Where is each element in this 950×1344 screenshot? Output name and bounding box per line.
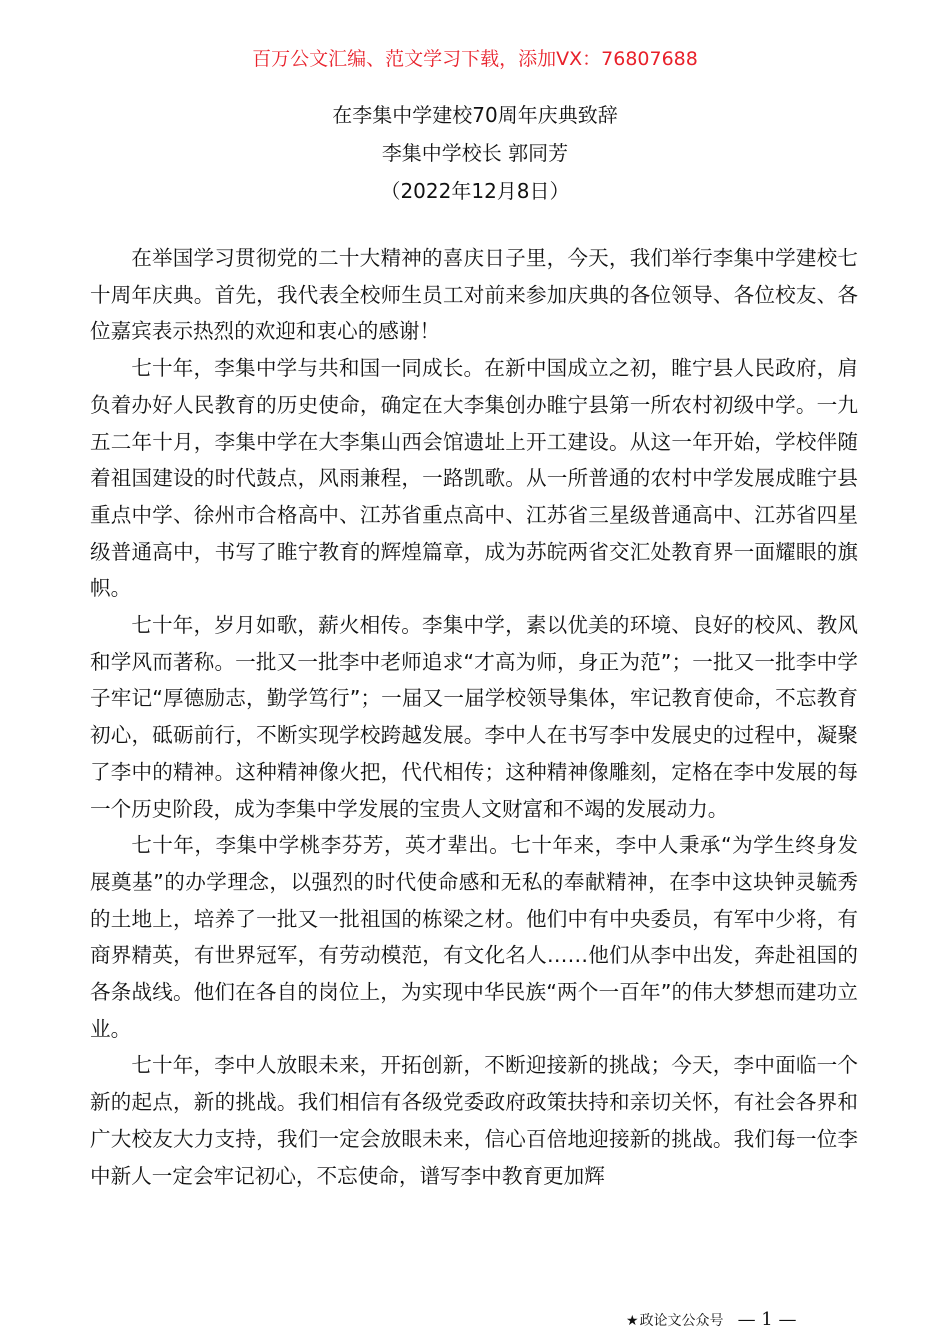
paragraph-1: 在举国学习贯彻党的二十大精神的喜庆日子里，今天，我们举行李集中学建校七十周年庆典。首先，我代表全校师生员工对前来参加庆典的各位领导、各位校友、各位嘉宾表示热烈的欢迎和衷心的感谢！ [90, 246, 858, 344]
page-number: — 1 — [737, 1309, 797, 1330]
document-title: 在李集中学建校70周年庆典致辞 [332, 103, 618, 127]
star-icon: ★ [626, 1313, 639, 1329]
document-body [90, 240, 858, 1194]
paragraph-3: 七十年，岁月如歌，薪火相传。李集中学，素以优美的环境、良好的校风、教风和学风而著称。一批又一批李中老师追求“才高为师，身正为范”；一批又一批李中学子牢记“厚德励志，勤学笃行”；一届又一届学校领导集体，牢记教育使命，不忘教育初心，砥砺前行，不断实现学校跨越发展。李中人在书写李中发展史的过程中，凝聚了李中的精神。这种精神像火把，代代相传；这种精神像雕刻，定格在李中发展的每一个历史阶段，成为李集中学发展的宝贵人文财富和不竭的发展动力。 [90, 613, 858, 821]
paragraph-4: 七十年，李集中学桃李芬芳，英才辈出。七十年来，李中人秉承“为学生终身发展奠基”的办学理念，以强烈的时代使命感和无私的奉献精神，在李中这块钟灵毓秀的土地上，培养了一批又一批祖国的栋梁之材。他们中有中央委员，有军中少将，有商界精英，有世界冠军，有劳动模范，有文化名人……他们从李中出发，奔赴祖国的各条战线。他们在各自的岗位上，为实现中华民族“两个一百年”的伟大梦想而建功立业。 [90, 833, 858, 1041]
document-header [0, 96, 950, 210]
page-footer [626, 1308, 796, 1333]
watermark-banner: 百万公文汇编、范文学习下载，添加VX：76807688 [252, 48, 698, 70]
document-author: 李集中学校长 郭同芳 [381, 141, 569, 165]
paragraph-5: 七十年，李中人放眼未来，开拓创新，不断迎接新的挑战；今天，李中面临一个新的起点，新的挑战。我们相信有各级党委政府政策扶持和亲切关怀，有社会各界和广大校友大力支持，我们一定会放眼未来，信心百倍地迎接新的挑战。我们每一位李中新人一定会牢记初心，不忘使命，谱写李中教育更加辉 [90, 1053, 858, 1188]
paragraph-2: 七十年，李集中学与共和国一同成长。在新中国成立之初，睢宁县人民政府，肩负着办好人民教育的历史使命，确定在大李集创办睢宁县第一所农村初级中学。一九五二年十月，李集中学在大李集山西会馆遗址上开工建设。从这一年开始，学校伴随着祖国建设的时代鼓点，风雨兼程，一路凯歌。从一所普通的农村中学发展成睢宁县重点中学、徐州市合格高中、江苏省重点高中、江苏省三星级普通高中、江苏省四星级普通高中，书写了睢宁教育的辉煌篇章，成为苏皖两省交汇处教育界一面耀眼的旗帜。 [90, 356, 858, 601]
footer-source: 政论文公众号 [639, 1313, 724, 1329]
document-date: （2022年12月8日） [380, 179, 570, 203]
